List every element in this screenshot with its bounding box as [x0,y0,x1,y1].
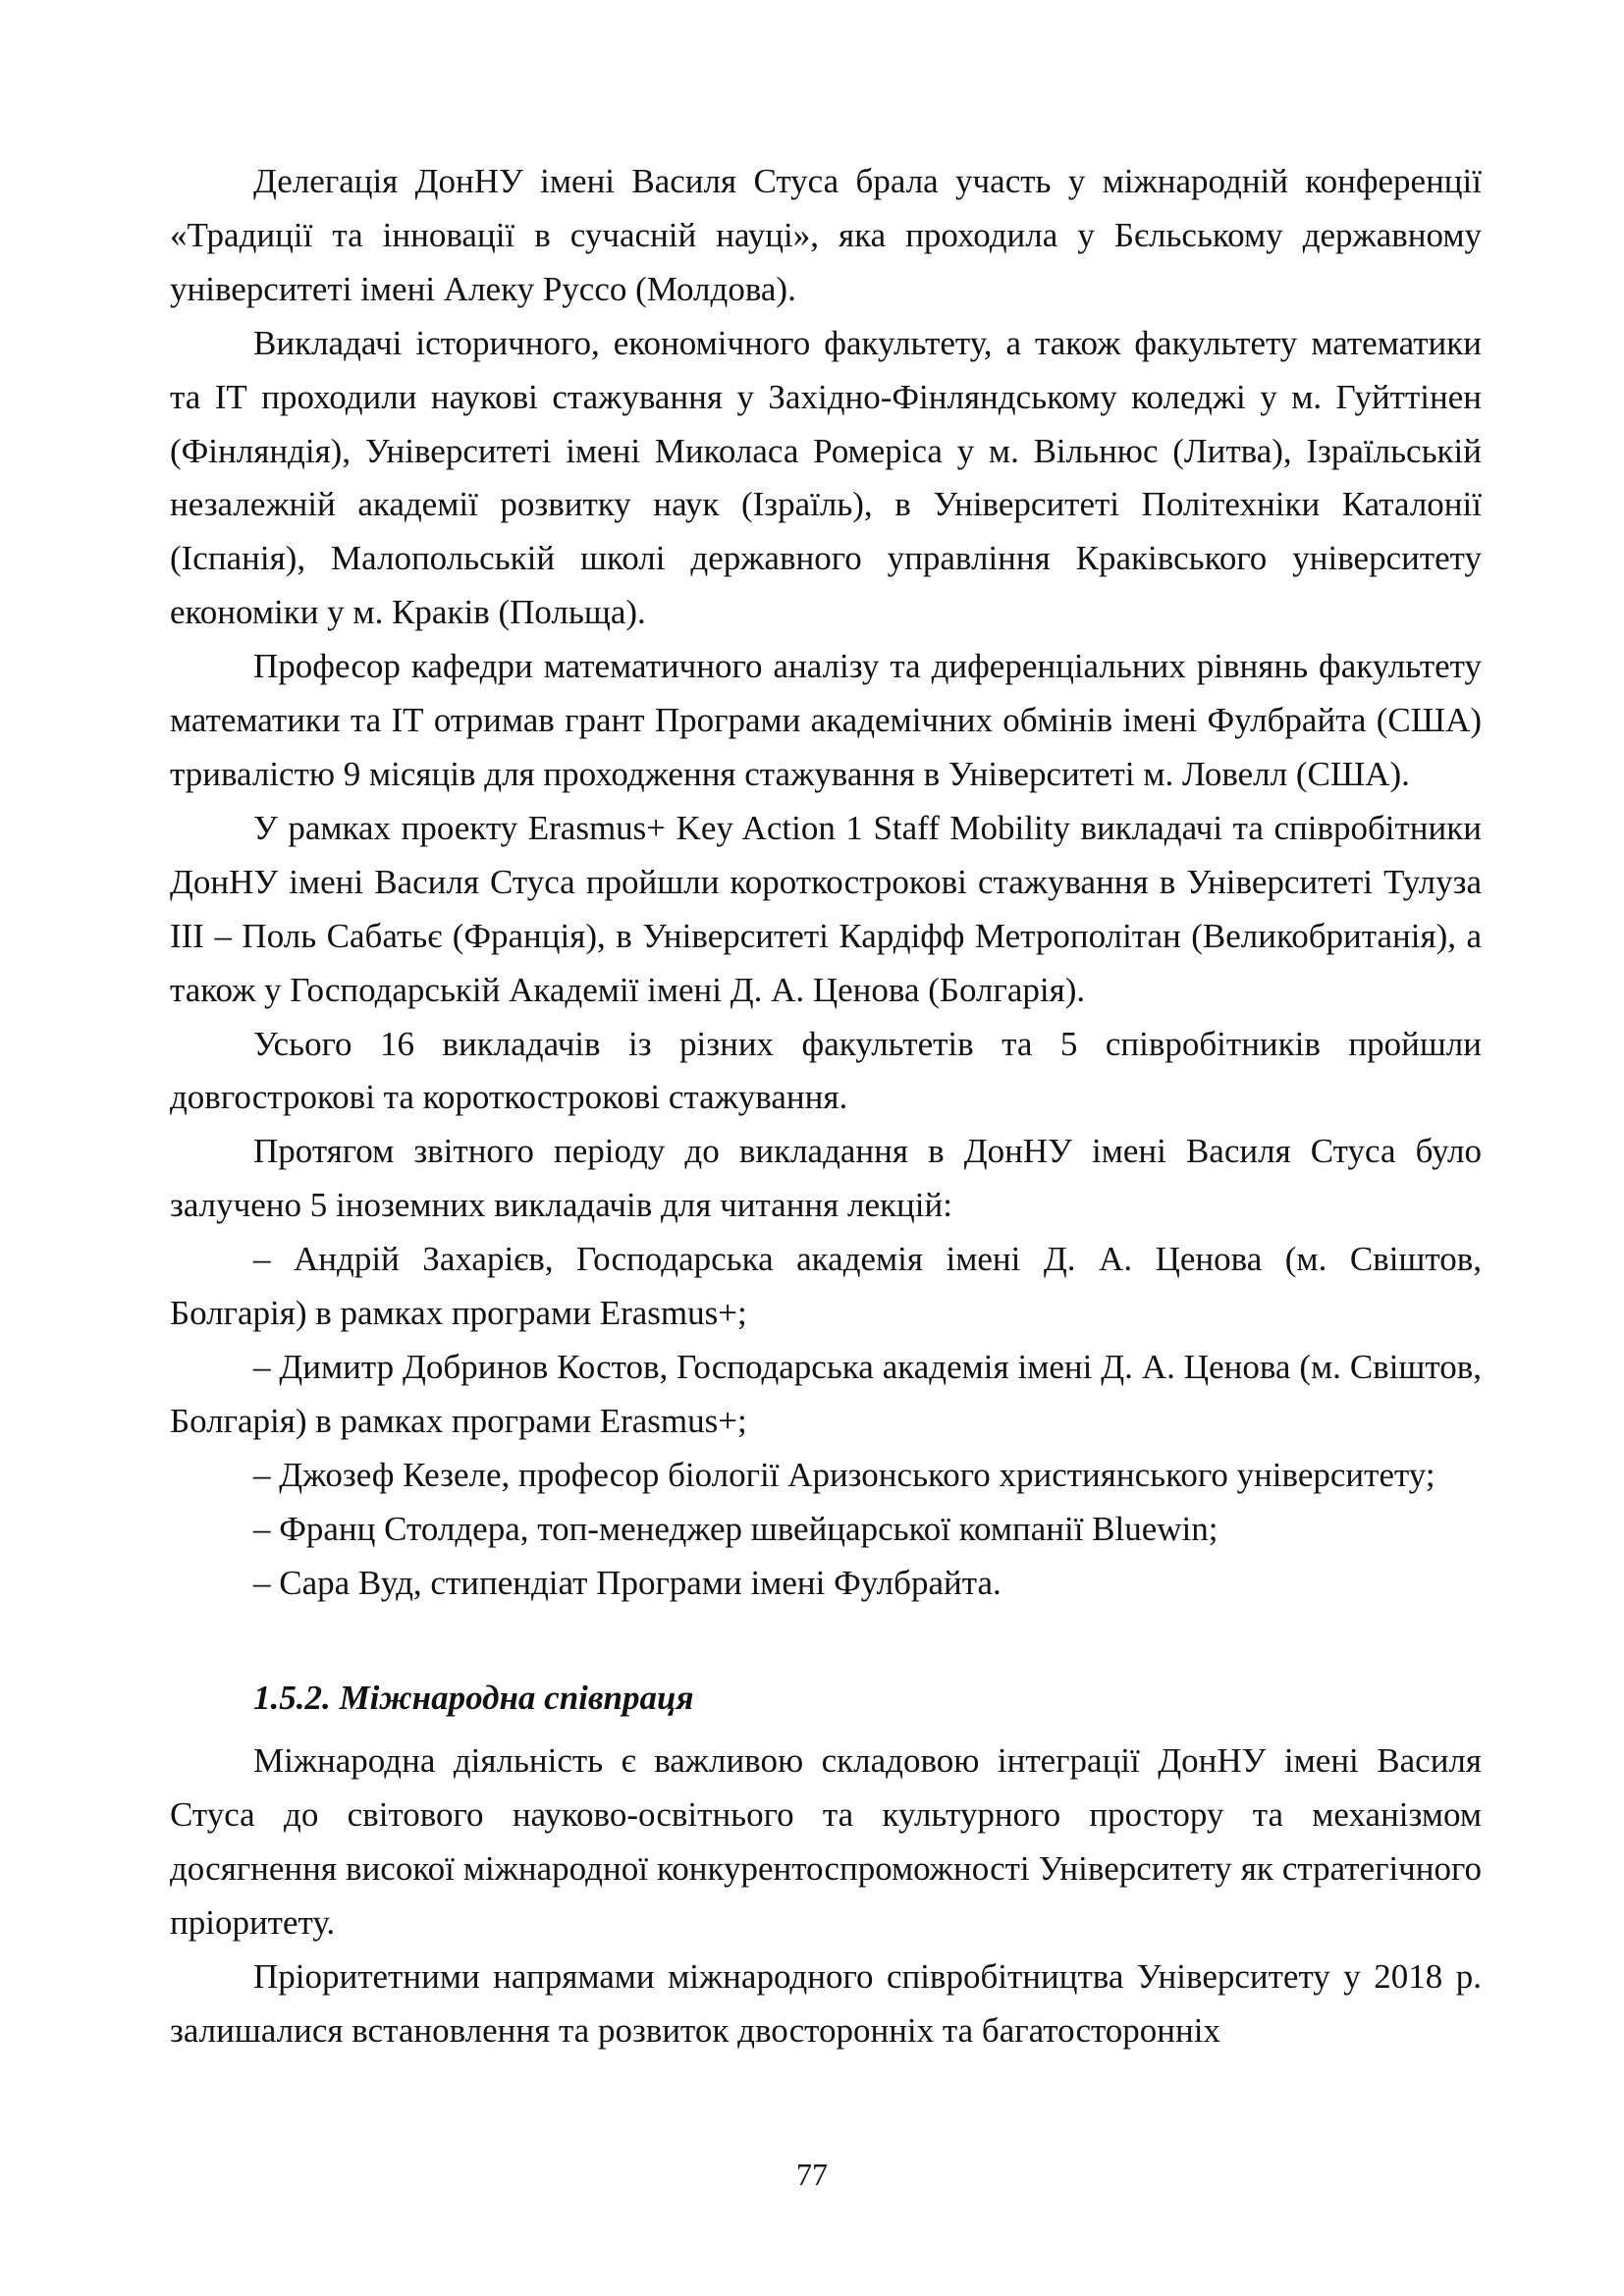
paragraph-foreign-lecturers: Протягом звітного періоду до викладання в ДонНУ імені Василя Стуса було залучено 5 іноземних викладачів для читання лекцій: [170,1132,1482,1225]
section-heading: 1.5.2. Міжнародна співпраця [253,1679,694,1718]
paragraph-priorities: Пріоритетними напрямами міжнародного співробітництва Університету у 2018 р. залишалися встановлення та розвиток двосторонніх та багатосторонніх [170,1957,1482,2050]
list-item: – Андрій Захарієв, Господарська академія імені Д. А. Ценова (м. Свіштов, Болгарія) в рамках програми Erasmus+; [170,1240,1482,1333]
paragraph-fulbright-grant: Професор кафедри математичного аналізу та диференціальних рівнянь факультету математики та ІТ отримав грант Програми академічних обмінів імені Фулбрайта (США) тривалістю 9 місяців для проходження стажування в Університеті м. Ловелл (США). [170,647,1482,793]
list-item: – Джозеф Кезеле, професор біології Аризонського християнського університету; [253,1455,1435,1494]
paragraph-erasmus: У рамках проекту Erasmus+ Key Action 1 Staff Mobility викладачі та співробітники ДонНУ імені Василя Стуса пройшли короткострокові стажування в Університеті Тулуза ІІІ – Поль Сабатьє (Франція), в Університеті Кардіфф Метрополітан (Великобританія), а також у Господарській Академії імені Д. А. Ценова (Болгарія). [170,808,1482,1009]
paragraph-internships: Викладачі історичного, економічного факультету, а також факультету математики та ІТ проходили наукові стажування у Західно-Фінляндському коледжі у м. Гуйттінен (Фінляндія), Університеті імені Миколаса Ромеріса у м. Вільнюс (Литва), Ізраїльській незалежній академії розвитку наук (Ізраїль), в Університеті Політехніки Каталонії (Іспанія), Малопольській школі державного управління Краківського університету економіки у м. Краків (Польща). [170,323,1482,632]
page-number: 77 [796,2157,828,2192]
paragraph-total-staff: Усього 16 викладачів із різних факультетів та 5 співробітників пройшли довгострокові та короткострокові стажування. [170,1024,1482,1117]
list-item: – Димитр Добринов Костов, Господарська академія імені Д. А. Ценова (м. Свіштов, Болгарія) в рамках програми Erasmus+; [170,1347,1482,1440]
list-item: – Сара Вуд, стипендіат Програми імені Фулбрайта. [253,1563,1001,1602]
paragraph-delegation: Делегація ДонНУ імені Василя Стуса брала участь у міжнародній конференції «Традиції та інновації в сучасній науці», яка проходила у Бєльському державному університеті імені Алеку Руссо (Молдова). [170,162,1482,308]
document-page [170,155,1482,2058]
list-item: – Франц Столдера, топ-менеджер швейцарської компанії Bluewin; [253,1509,1218,1548]
paragraph-international-activity: Міжнародна діяльність є важливою складовою інтеграції ДонНУ імені Василя Стуса до світового науково-освітнього та культурного простору та механізмом досягнення високої міжнародної конкурентоспроможності Університету як стратегічного пріоритету. [170,1741,1482,1943]
